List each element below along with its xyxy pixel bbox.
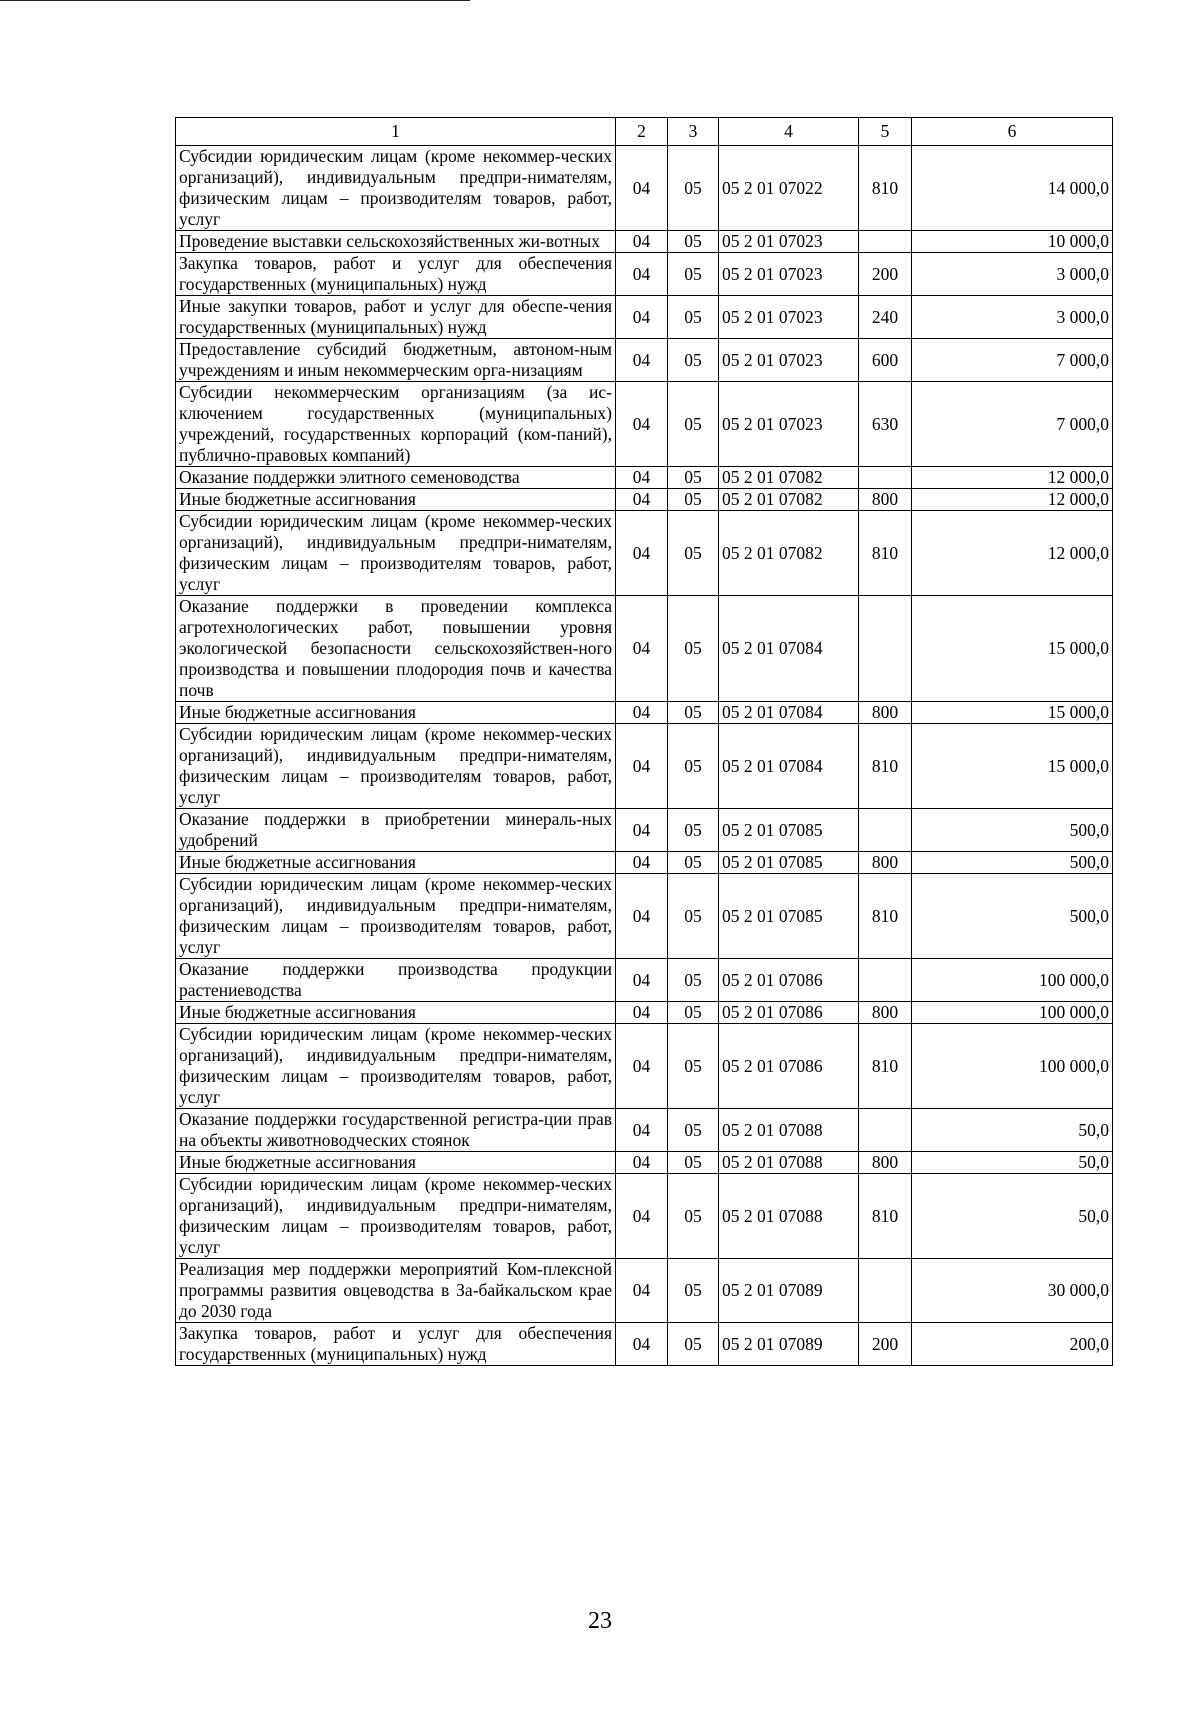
row-name-cell: Иные бюджетные ассигнования (176, 702, 616, 724)
row-subsection-cell: 05 (668, 1024, 719, 1109)
table-row (176, 1259, 1113, 1323)
row-type-cell: 810 (859, 146, 912, 231)
row-code-cell: 05 2 01 07086 (719, 1024, 859, 1109)
table-row (176, 489, 1113, 511)
row-name-cell: Субсидии юридическим лицам (кроме некоммер-ческих организаций), индивидуальным предпри-нимателям, физическим лицам – производителям товаров, работ, услуг (176, 1024, 616, 1109)
row-section-cell: 04 (616, 339, 668, 382)
row-code-cell: 05 2 01 07023 (719, 231, 859, 253)
row-name-cell: Субсидии юридическим лицам (кроме некоммер-ческих организаций), индивидуальным предпри-нимателям, физическим лицам – производителям товаров, работ, услуг (176, 874, 616, 959)
table-row (176, 1152, 1113, 1174)
row-name-cell: Оказание поддержки элитного семеноводства (176, 467, 616, 489)
row-subsection-cell: 05 (668, 852, 719, 874)
row-section-cell: 04 (616, 1323, 668, 1366)
row-name-cell: Иные бюджетные ассигнования (176, 489, 616, 511)
row-amount-cell: 200,0 (912, 1323, 1113, 1366)
row-section-cell: 04 (616, 724, 668, 809)
row-name-cell: Предоставление субсидий бюджетным, автоном-ным учреждениям и иным некоммерческим орга-низациям (176, 339, 616, 382)
row-type-cell (859, 596, 912, 702)
header-col-5: 5 (859, 118, 912, 146)
row-amount-cell: 3 000,0 (912, 296, 1113, 339)
row-type-cell: 240 (859, 296, 912, 339)
table-row (176, 146, 1113, 231)
row-code-cell: 05 2 01 07086 (719, 1002, 859, 1024)
row-amount-cell: 15 000,0 (912, 596, 1113, 702)
row-subsection-cell: 05 (668, 809, 719, 852)
row-code-cell: 05 2 01 07086 (719, 959, 859, 1002)
row-type-cell: 810 (859, 1174, 912, 1259)
row-section-cell: 04 (616, 231, 668, 253)
scan-edge-line (0, 0, 470, 1)
row-amount-cell: 15 000,0 (912, 724, 1113, 809)
table-row (176, 1024, 1113, 1109)
row-section-cell: 04 (616, 959, 668, 1002)
table-row (176, 1002, 1113, 1024)
row-subsection-cell: 05 (668, 724, 719, 809)
row-code-cell: 05 2 01 07023 (719, 253, 859, 296)
row-name-cell: Иные бюджетные ассигнования (176, 852, 616, 874)
row-subsection-cell: 05 (668, 382, 719, 467)
row-subsection-cell: 05 (668, 253, 719, 296)
row-code-cell: 05 2 01 07089 (719, 1323, 859, 1366)
row-amount-cell: 50,0 (912, 1174, 1113, 1259)
row-name-cell: Субсидии некоммерческим организациям (за ис-ключением государственных (муниципальных) учреждений, государственных корпораций (ком-паний), публично-правовых компаний) (176, 382, 616, 467)
table-row (176, 511, 1113, 596)
row-code-cell: 05 2 01 07023 (719, 296, 859, 339)
row-name-cell: Субсидии юридическим лицам (кроме некоммер-ческих организаций), индивидуальным предпри-нимателям, физическим лицам – производителям товаров, работ, услуг (176, 146, 616, 231)
header-col-3: 3 (668, 118, 719, 146)
table-body (176, 146, 1113, 1366)
row-amount-cell: 7 000,0 (912, 339, 1113, 382)
row-subsection-cell: 05 (668, 1174, 719, 1259)
header-col-6: 6 (912, 118, 1113, 146)
row-name-cell: Реализация мер поддержки мероприятий Ком-плексной программы развития овцеводства в За-байкальском крае до 2030 года (176, 1259, 616, 1323)
row-amount-cell: 100 000,0 (912, 959, 1113, 1002)
header-col-2: 2 (616, 118, 668, 146)
row-subsection-cell: 05 (668, 1323, 719, 1366)
row-name-cell: Оказание поддержки государственной регистра-ции прав на объекты животноводческих стоянок (176, 1109, 616, 1152)
row-subsection-cell: 05 (668, 959, 719, 1002)
table-row (176, 1323, 1113, 1366)
row-name-cell: Оказание поддержки производства продукции растениеводства (176, 959, 616, 1002)
row-subsection-cell: 05 (668, 1002, 719, 1024)
table-row (176, 467, 1113, 489)
row-code-cell: 05 2 01 07023 (719, 382, 859, 467)
row-name-cell: Проведение выставки сельскохозяйственных жи-вотных (176, 231, 616, 253)
row-section-cell: 04 (616, 1109, 668, 1152)
table-row (176, 874, 1113, 959)
row-section-cell: 04 (616, 1152, 668, 1174)
table-row (176, 253, 1113, 296)
row-type-cell: 800 (859, 852, 912, 874)
row-type-cell: 200 (859, 1323, 912, 1366)
row-code-cell: 05 2 01 07084 (719, 596, 859, 702)
row-type-cell: 810 (859, 874, 912, 959)
row-name-cell: Субсидии юридическим лицам (кроме некоммер-ческих организаций), индивидуальным предпри-нимателям, физическим лицам – производителям товаров, работ, услуг (176, 724, 616, 809)
row-type-cell: 810 (859, 511, 912, 596)
table-header (176, 118, 1113, 146)
row-name-cell: Оказание поддержки в приобретении минераль-ных удобрений (176, 809, 616, 852)
row-name-cell: Оказание поддержки в проведении комплекса агротехнологических работ, повышении уровня экологической безопасности сельскохозяйствен-ного производства и повышении плодородия почв и качества почв (176, 596, 616, 702)
row-code-cell: 05 2 01 07085 (719, 874, 859, 959)
row-amount-cell: 10 000,0 (912, 231, 1113, 253)
row-amount-cell: 3 000,0 (912, 253, 1113, 296)
row-amount-cell: 7 000,0 (912, 382, 1113, 467)
row-type-cell (859, 231, 912, 253)
row-type-cell (859, 467, 912, 489)
row-subsection-cell: 05 (668, 231, 719, 253)
row-amount-cell: 500,0 (912, 874, 1113, 959)
row-subsection-cell: 05 (668, 874, 719, 959)
row-name-cell: Субсидии юридическим лицам (кроме некоммер-ческих организаций), индивидуальным предпри-нимателям, физическим лицам – производителям товаров, работ, услуг (176, 511, 616, 596)
header-col-1: 1 (176, 118, 616, 146)
row-section-cell: 04 (616, 1002, 668, 1024)
row-subsection-cell: 05 (668, 467, 719, 489)
row-amount-cell: 50,0 (912, 1109, 1113, 1152)
row-type-cell: 810 (859, 1024, 912, 1109)
row-code-cell: 05 2 01 07082 (719, 467, 859, 489)
table-row (176, 596, 1113, 702)
row-name-cell: Субсидии юридическим лицам (кроме некоммер-ческих организаций), индивидуальным предпри-нимателям, физическим лицам – производителям товаров, работ, услуг (176, 1174, 616, 1259)
table-row (176, 1109, 1113, 1152)
row-subsection-cell: 05 (668, 489, 719, 511)
row-code-cell: 05 2 01 07082 (719, 489, 859, 511)
row-section-cell: 04 (616, 852, 668, 874)
row-section-cell: 04 (616, 511, 668, 596)
table-row (176, 382, 1113, 467)
row-section-cell: 04 (616, 296, 668, 339)
row-section-cell: 04 (616, 596, 668, 702)
row-type-cell (859, 1109, 912, 1152)
page-number: 23 (588, 1608, 612, 1634)
row-code-cell: 05 2 01 07084 (719, 702, 859, 724)
row-type-cell: 600 (859, 339, 912, 382)
row-section-cell: 04 (616, 1174, 668, 1259)
row-subsection-cell: 05 (668, 1259, 719, 1323)
row-subsection-cell: 05 (668, 596, 719, 702)
row-code-cell: 05 2 01 07023 (719, 339, 859, 382)
row-code-cell: 05 2 01 07089 (719, 1259, 859, 1323)
table-row (176, 296, 1113, 339)
row-type-cell: 800 (859, 1002, 912, 1024)
row-section-cell: 04 (616, 1024, 668, 1109)
row-type-cell: 200 (859, 253, 912, 296)
budget-table (175, 117, 1113, 1366)
row-amount-cell: 12 000,0 (912, 467, 1113, 489)
row-name-cell: Иные закупки товаров, работ и услуг для обеспе-чения государственных (муниципальных) нужд (176, 296, 616, 339)
row-section-cell: 04 (616, 702, 668, 724)
row-section-cell: 04 (616, 253, 668, 296)
row-subsection-cell: 05 (668, 1152, 719, 1174)
row-type-cell (859, 809, 912, 852)
row-amount-cell: 12 000,0 (912, 489, 1113, 511)
row-code-cell: 05 2 01 07085 (719, 809, 859, 852)
row-name-cell: Иные бюджетные ассигнования (176, 1152, 616, 1174)
row-code-cell: 05 2 01 07082 (719, 511, 859, 596)
row-section-cell: 04 (616, 467, 668, 489)
row-amount-cell: 500,0 (912, 809, 1113, 852)
row-code-cell: 05 2 01 07088 (719, 1109, 859, 1152)
row-amount-cell: 30 000,0 (912, 1259, 1113, 1323)
row-amount-cell: 50,0 (912, 1152, 1113, 1174)
row-code-cell: 05 2 01 07022 (719, 146, 859, 231)
table-row (176, 231, 1113, 253)
row-type-cell (859, 1259, 912, 1323)
header-row (176, 118, 1113, 146)
table-row (176, 702, 1113, 724)
table-row (176, 724, 1113, 809)
row-amount-cell: 12 000,0 (912, 511, 1113, 596)
row-subsection-cell: 05 (668, 702, 719, 724)
row-amount-cell: 15 000,0 (912, 702, 1113, 724)
table-row (176, 809, 1113, 852)
table-row (176, 959, 1113, 1002)
row-code-cell: 05 2 01 07088 (719, 1152, 859, 1174)
row-section-cell: 04 (616, 489, 668, 511)
row-name-cell: Иные бюджетные ассигнования (176, 1002, 616, 1024)
row-amount-cell: 500,0 (912, 852, 1113, 874)
row-subsection-cell: 05 (668, 146, 719, 231)
row-name-cell: Закупка товаров, работ и услуг для обеспечения государственных (муниципальных) нужд (176, 1323, 616, 1366)
row-section-cell: 04 (616, 382, 668, 467)
row-type-cell (859, 959, 912, 1002)
table-row (176, 339, 1113, 382)
row-name-cell: Закупка товаров, работ и услуг для обеспечения государственных (муниципальных) нужд (176, 253, 616, 296)
row-section-cell: 04 (616, 146, 668, 231)
row-amount-cell: 14 000,0 (912, 146, 1113, 231)
row-code-cell: 05 2 01 07088 (719, 1174, 859, 1259)
row-type-cell: 810 (859, 724, 912, 809)
table-row (176, 852, 1113, 874)
row-subsection-cell: 05 (668, 296, 719, 339)
row-subsection-cell: 05 (668, 511, 719, 596)
row-subsection-cell: 05 (668, 339, 719, 382)
row-subsection-cell: 05 (668, 1109, 719, 1152)
table-row (176, 1174, 1113, 1259)
row-code-cell: 05 2 01 07084 (719, 724, 859, 809)
row-type-cell: 630 (859, 382, 912, 467)
header-col-4: 4 (719, 118, 859, 146)
row-section-cell: 04 (616, 874, 668, 959)
row-amount-cell: 100 000,0 (912, 1024, 1113, 1109)
row-section-cell: 04 (616, 809, 668, 852)
row-type-cell: 800 (859, 702, 912, 724)
row-type-cell: 800 (859, 489, 912, 511)
row-type-cell: 800 (859, 1152, 912, 1174)
row-section-cell: 04 (616, 1259, 668, 1323)
row-amount-cell: 100 000,0 (912, 1002, 1113, 1024)
row-code-cell: 05 2 01 07085 (719, 852, 859, 874)
